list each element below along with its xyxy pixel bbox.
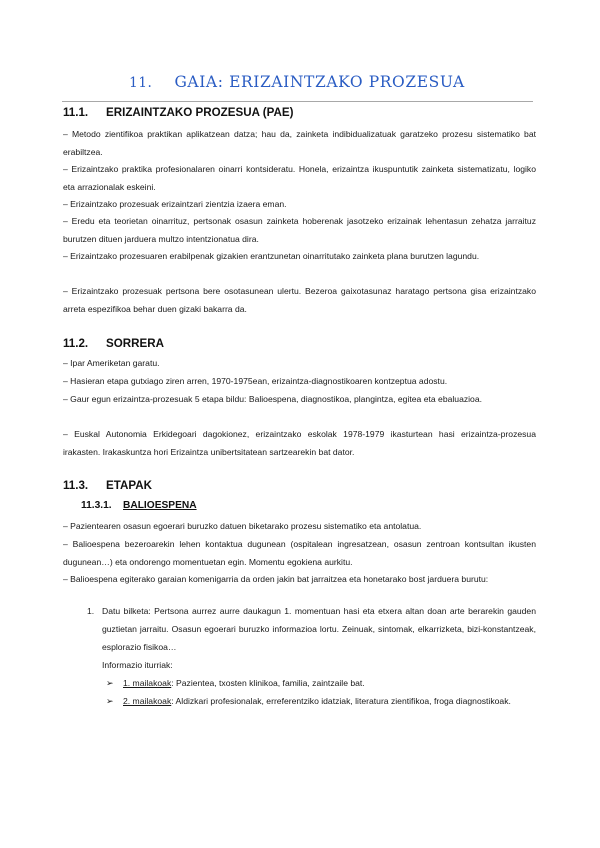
paragraph: – Ipar Ameriketan garatu. xyxy=(63,358,160,368)
title-divider xyxy=(62,101,533,102)
paragraph: – Gaur egun erizaintza-prozesuak 5 etapa bildu: Balioespena, diagnostikoa, plangintza, egitea eta ebaluazioa. xyxy=(63,394,482,404)
section-number: 11.2. xyxy=(63,337,89,350)
list-marker: 1. xyxy=(87,606,95,616)
section-heading-11-2 xyxy=(63,337,164,350)
list-item-text: Datu bilketa: Pertsona aurrez aurre daukagun 1. momentuan hasi eta etxera altan doan arte berarekin gauden guztietan jarraitu. Osasun egoerari buruzko informazioa lortu. Zeinuak, sintomak, elkarrizketa, bizi-konstantzeak, esplorazio fisikoa… xyxy=(102,606,536,652)
bullet-item xyxy=(106,692,536,710)
sources-label: Informazio iturriak: xyxy=(102,660,173,670)
paragraph: – Pazientearen osasun egoerari buruzko datuen biketarako prozesu sistematiko eta antolatua. xyxy=(63,521,422,531)
paragraph: – Euskal Autonomia Erkidegoari dagokionez, erizaintzako eskolak 1978-1979 ikasturtean hasi erizaintza-prozesua irakasten. Irakaskuntza hori Erizaintza unibertsitatean sartzearekin bat dator. xyxy=(63,429,536,457)
paragraph: – Eredu eta teorietan oinarrituz, pertsonak osasun zainketa hoberenak jasotzeko erizainak lehentasun zehatza jarraituz burutzen dituen jarduera multzo intentzionatua dira. xyxy=(63,216,536,244)
paragraph: – Balioespena bezeroarekin lehen kontaktua dugunean (ospitalean ingresatzean, osasun zentroan kontsultan ikusten dugunean…) eta ondorengo momentuetan egin. Momentu egokiena aurkitu. xyxy=(63,539,536,567)
paragraph: – Erizaintzako prozesuak pertsona bere osotasunean ulertu. Bezeroa gaixotasunaz haratago pertsona gisa erizaintzako arreta espezifikoa behar duen gizaki bakarra da. xyxy=(63,286,536,314)
paragraph: – Erizaintzako prozesuak erizaintzari zientzia izaera eman. xyxy=(63,199,287,209)
subsection-heading-11-3-1 xyxy=(81,500,197,511)
section-heading-11-1 xyxy=(63,106,293,119)
title-number: 11. xyxy=(129,75,153,91)
bullet-text: : Aldizkari profesionalak, erreferentziko idatziak, literatura zientifikoa, froga diagnostikoak. xyxy=(171,696,511,706)
page-title xyxy=(62,73,532,91)
section-number: 11.1. xyxy=(63,106,89,119)
section-title: ETAPAK xyxy=(106,479,152,492)
paragraph: – Erizaintzako praktika profesionalaren oinarri kontsideratu. Honela, erizaintza ikuspuntutik zainketa sistematizatu, logiko eta arrazionalak eskeini. xyxy=(63,164,536,192)
bullet-label: 1. mailakoak xyxy=(123,678,172,688)
paragraph: – Erizaintzako prozesuaren erabilpenak gizakien erantzunetan oinarritutako zainketa plana burutzen lagundu. xyxy=(63,251,480,261)
paragraph: – Balioespena egiterako garaian komenigarria da orden jakin bat jarraitzea eta honetarako bost jarduera burutu: xyxy=(63,574,489,584)
subsection-number: 11.3.1. xyxy=(81,500,112,511)
paragraph: – Metodo zientifikoa praktikan aplikatzean datza; hau da, zainketa indibidualizatuak garatzeko prozesu sistematiko bat erabiltzea. xyxy=(63,129,536,157)
subsection-title: BALIOESPENA xyxy=(123,500,197,511)
bullet-text: : Pazientea, txosten klinikoa, familia, zaintzaile bat. xyxy=(171,678,365,688)
numbered-list-item xyxy=(87,602,536,656)
section-heading-11-3 xyxy=(63,479,152,492)
paragraph: – Hasieran etapa gutxiago ziren arren, 1970-1975ean, erizaintza-diagnostikoaren kontzeptua adostu. xyxy=(63,376,448,386)
bullet-label: 2. mailakoak xyxy=(123,696,172,706)
arrow-bullet-icon: ➢ xyxy=(106,696,114,706)
bullet-item xyxy=(106,674,536,692)
title-text: GAIA: ERIZAINTZAKO PROZESUA xyxy=(174,73,465,91)
arrow-bullet-icon: ➢ xyxy=(106,678,114,688)
section-number: 11.3. xyxy=(63,479,89,492)
section-title: SORRERA xyxy=(106,337,164,350)
section-title: ERIZAINTZAKO PROZESUA (PAE) xyxy=(106,106,294,119)
